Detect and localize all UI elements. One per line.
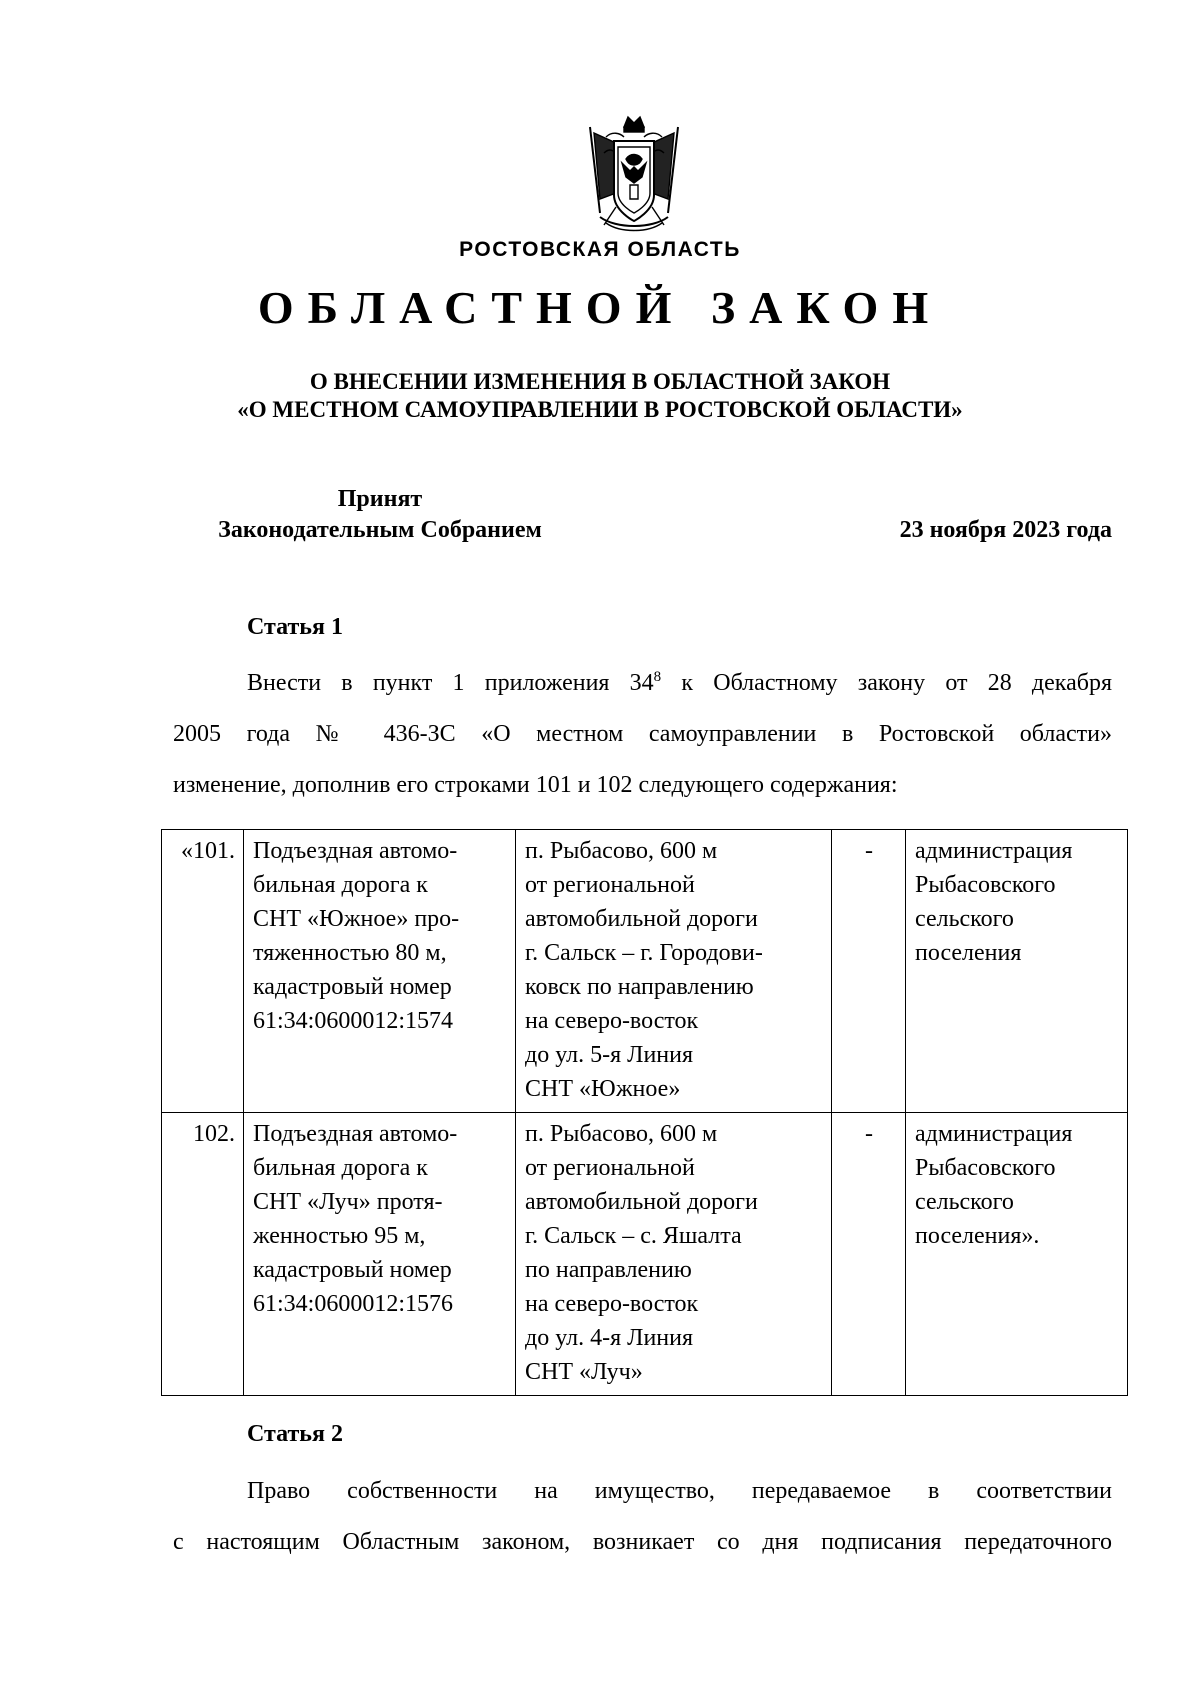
paragraph-line: с настоящим Областным законом, возникает со дня подписания передаточного xyxy=(173,1529,1112,1555)
row-number: «101. xyxy=(162,830,244,1113)
subtitle-line: О ВНЕСЕНИИ ИЗМЕНЕНИЯ В ОБЛАСТНОЙ ЗАКОН xyxy=(309,369,891,394)
paragraph-line: изменение, дополнив его строками 101 и 102 следующего содержания: xyxy=(173,772,898,798)
paragraph-line: 2005 года № 436-ЗС «О местном самоуправлении в Ростовской области» xyxy=(173,721,1112,747)
location-cell: п. Рыбасово, 600 м от региональной автомобильной дороги г. Сальск – г. Городови- ковск по направлению на северо-восток до ул. 5-я Линия СНТ «Южное» xyxy=(516,830,832,1113)
dash-cell: - xyxy=(832,830,906,1113)
subtitle-line: «О МЕСТНОМ САМОУПРАВЛЕНИИ В РОСТОВСКОЙ ОБЛАСТИ» xyxy=(237,397,963,422)
adoption-line: Законодательным Собранием xyxy=(218,517,542,543)
location-cell: п. Рыбасово, 600 м от региональной автомобильной дороги г. Сальск – с. Яшалта по направлению на северо-восток до ул. 4-я Линия СНТ «Луч» xyxy=(516,1113,832,1396)
coat-of-arms-icon xyxy=(586,113,682,239)
road-name-cell: Подъездная автомо- бильная дорога к СНТ «Луч» протя- женностью 95 м, кадастровый номер 61:34:0600012:1576 xyxy=(244,1113,516,1396)
article-paragraph xyxy=(173,658,1112,811)
dash-cell: - xyxy=(832,1113,906,1396)
adoption-date: 23 ноября 2023 года xyxy=(899,517,1112,543)
roads-table xyxy=(161,829,1128,1396)
law-subtitle xyxy=(0,368,1200,424)
article-paragraph xyxy=(173,1466,1112,1568)
adoption-block xyxy=(170,484,590,546)
table-row xyxy=(162,830,1128,1113)
owner-cell: администрация Рыбасовского сельского поселения». xyxy=(906,1113,1128,1396)
article-heading: Статья 1 xyxy=(247,614,343,640)
paragraph-line: Внести в пункт 1 приложения $34^8$ к Областному закону от 28 декабря xyxy=(247,669,1112,696)
owner-cell: администрация Рыбасовского сельского поселения xyxy=(906,830,1128,1113)
table-row xyxy=(162,1113,1128,1396)
article-heading: Статья 2 xyxy=(247,1421,343,1447)
adoption-line: Принят xyxy=(337,486,423,512)
paragraph-line: Право собственности на имущество, передаваемое в соответствии xyxy=(247,1478,1112,1504)
road-name-cell: Подъездная автомо- бильная дорога к СНТ «Южное» про- тяженностью 80 м, кадастровый номер 61:34:0600012:1574 xyxy=(244,830,516,1113)
region-name: РОСТОВСКАЯ ОБЛАСТЬ xyxy=(459,238,741,261)
law-title: ОБЛАСТНОЙ ЗАКОН xyxy=(257,282,943,333)
row-number: 102. xyxy=(162,1113,244,1396)
